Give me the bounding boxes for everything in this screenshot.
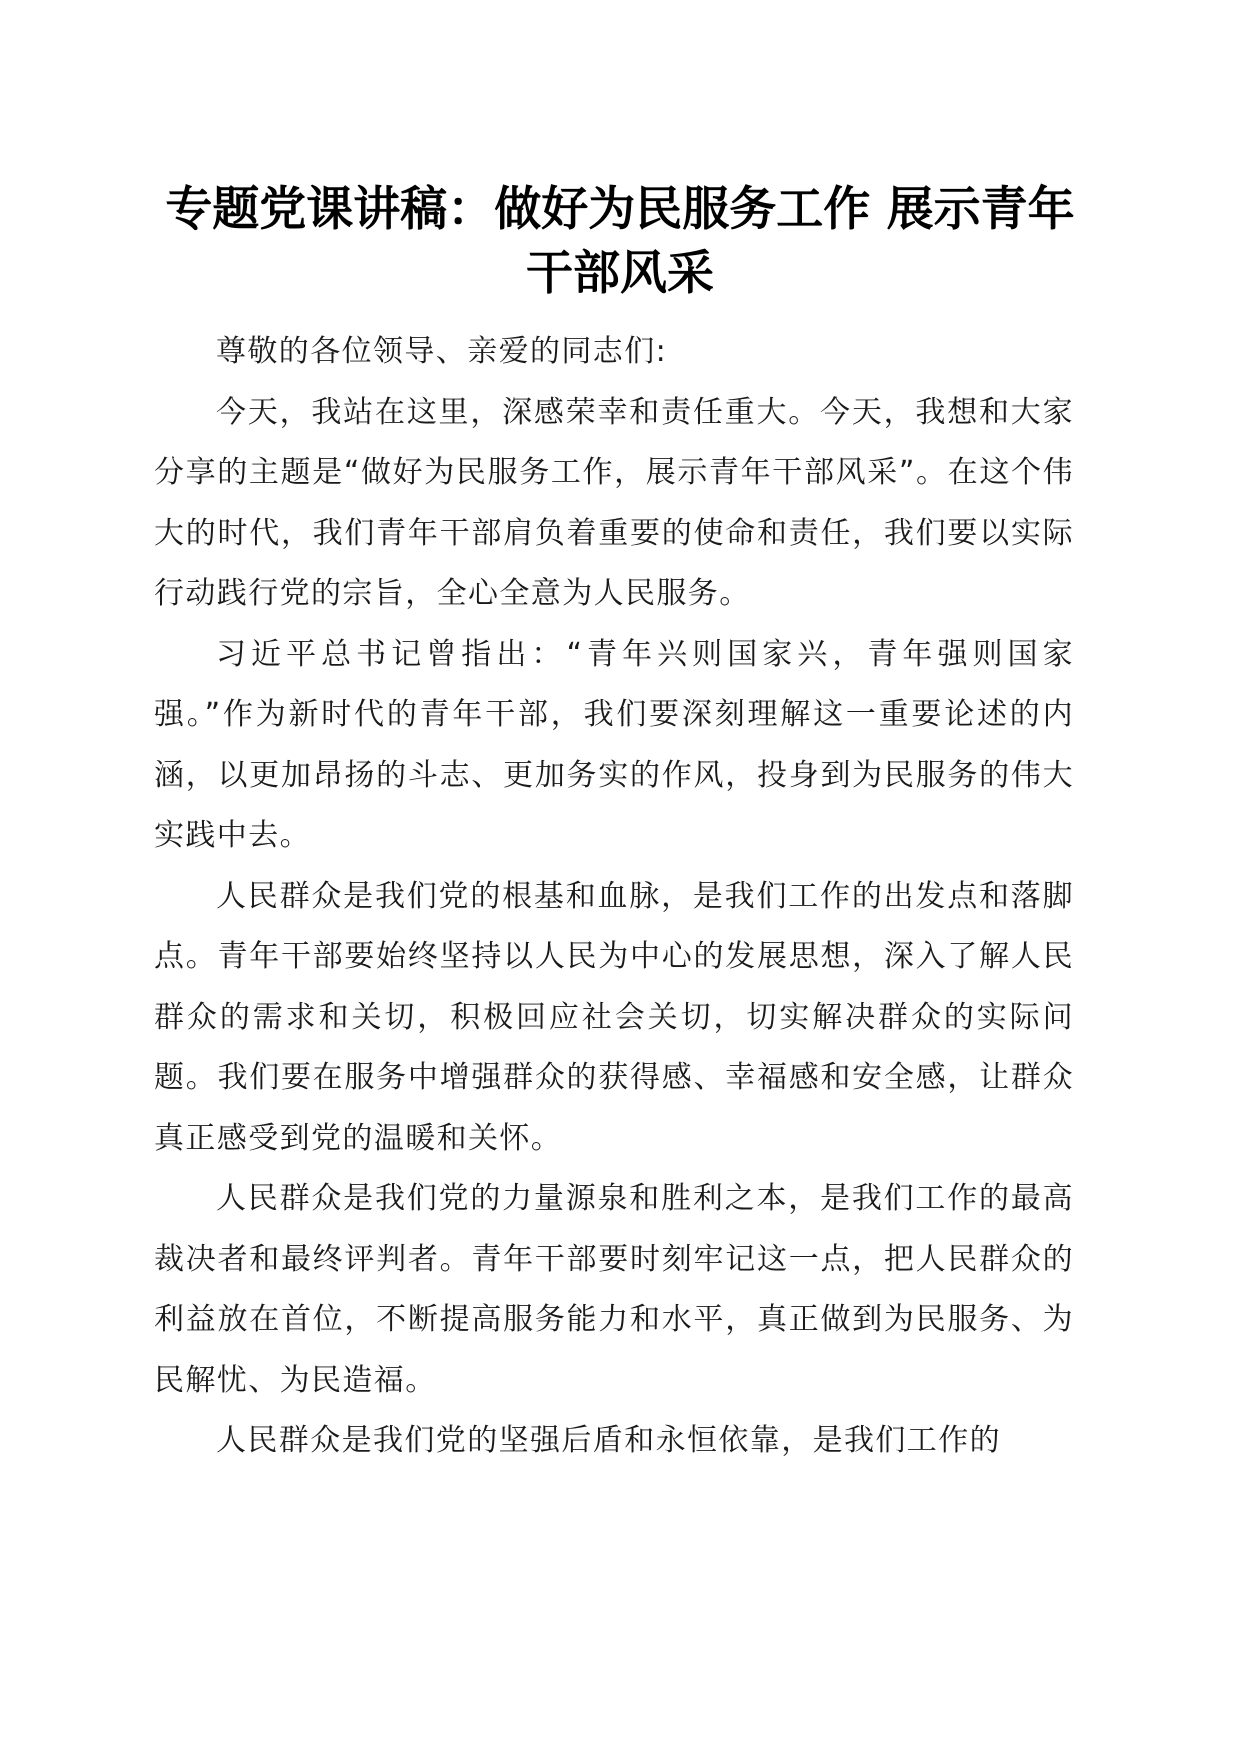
salutation-paragraph: 尊敬的各位领导、亲爱的同志们: — [216, 334, 668, 369]
body-paragraph: 人民群众是我们党的根基和血脉，是我们工作的出发点和落脚点。青年干部要始终坚持以人民为中心的发展思想，深入了解人民群众的需求和关切，积极回应社会关切，切实解决群众的实际问题。我们要在服务中增强群众的获得感、幸福感和安全感，让群众真正感受到党的温暖和关怀。 — [154, 878, 1074, 1156]
body-paragraph: 习近平总书记曾指出：“青年兴则国家兴，青年强则国家强。”作为新时代的青年干部，我们要深刻理解这一重要论述的内涵，以更加昂扬的斗志、更加务实的作风，投身到为民服务的伟大实践中去。 — [154, 636, 1074, 853]
document-body — [154, 322, 1074, 1472]
body-paragraph: 人民群众是我们党的力量源泉和胜利之本，是我们工作的最高裁决者和最终评判者。青年干部要时刻牢记这一点，把人民群众的利益放在首位，不断提高服务能力和水平，真正做到为民服务、为民解忧、为民造福。 — [154, 1181, 1074, 1398]
body-paragraph: 今天，我站在这里，深感荣幸和责任重大。今天，我想和大家分享的主题是“做好为民服务工作，展示青年干部风采”。在这个伟大的时代，我们青年干部肩负着重要的使命和责任，我们要以实际行动践行党的宗旨，全心全意为人民服务。 — [154, 394, 1074, 611]
title-line-1: 专题党课讲稿：做好为民服务工作 展示青年 — [165, 182, 1075, 237]
body-paragraph: 人民群众是我们党的坚强后盾和永恒依靠，是我们工作的 — [216, 1423, 1001, 1458]
document-title — [150, 178, 1090, 306]
title-line-2: 干部风采 — [526, 246, 714, 301]
